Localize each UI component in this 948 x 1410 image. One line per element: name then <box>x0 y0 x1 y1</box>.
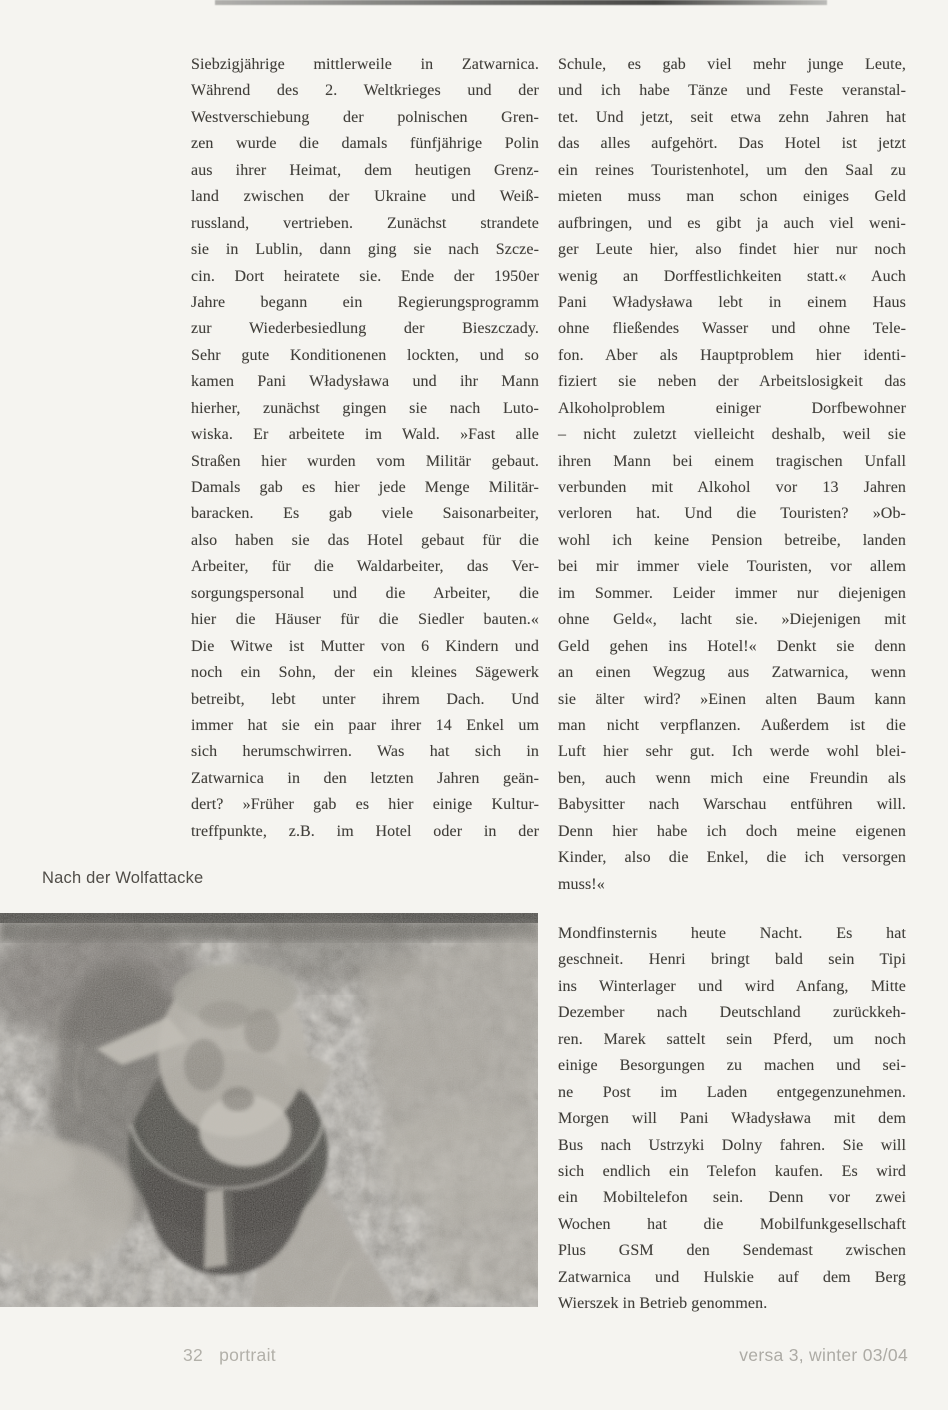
text-line: dert? »Früher gab es hier einige Kultur- <box>191 796 539 814</box>
text-line: mieten muss man schon einiges Geld <box>558 188 906 206</box>
text-line: land zwischen der Ukraine und Weiß- <box>191 188 539 206</box>
text-line: Bus nach Ustrzyki Dolny fahren. Sie will <box>558 1136 906 1154</box>
text-line: fon. Aber als Hauptproblem hier identi- <box>558 346 906 364</box>
text-line: ne Post im Laden entgegenzunehmen. <box>558 1083 906 1101</box>
text-line: Denn hier habe ich doch meine eigenen <box>558 822 906 840</box>
text-line: – nicht zuletzt vielleicht deshalb, weil sie <box>558 426 906 444</box>
text-line: aufbringen, und es gibt ja auch viel weni- <box>558 214 906 232</box>
text-line: Jahre begann ein Regierungsprogramm <box>191 293 539 311</box>
text-line: sorgungspersonal und die Arbeiter, die <box>191 584 539 602</box>
text-line: das alles aufgehört. Das Hotel ist jetzt <box>558 135 906 153</box>
text-line: tet. Und jetzt, seit etwa zehn Jahren hat <box>558 108 906 126</box>
photo-caption: Nach der Wolfattacke <box>42 869 204 887</box>
text-line: wiska. Er arbeitete im Wald. »Fast alle <box>191 426 539 444</box>
footer-left <box>183 1345 276 1366</box>
text-line: baracken. Es gab viele Saisonarbeiter, <box>191 505 539 523</box>
text-line: Alkoholproblem einiger Dorfbewohner <box>558 399 906 417</box>
text-line: im Sommer. Leider immer nur diejenigen <box>558 584 906 602</box>
text-line: Geld gehen ins Hotel!« Denkt sie denn <box>558 637 906 655</box>
text-line: Siebzigjährige mittlerweile in Zatwarnica. <box>191 56 539 73</box>
text-line: sich endlich ein Telefon kaufen. Es wird <box>558 1162 906 1180</box>
text-line: Pani Władysława lebt in einem Haus <box>558 293 906 311</box>
text-line: zen wurde die damals fünfjährige Polin <box>191 135 539 153</box>
text-line: bei mir immer viele Touristen, vor allem <box>558 558 906 576</box>
page-number: 32 <box>183 1345 204 1365</box>
text-line: treffpunkte, z.B. im Hotel oder in der <box>191 822 539 840</box>
text-line: Zatwarnica in den letzten Jahren geän- <box>191 769 539 787</box>
text-line: verbunden mit Alkohol vor 13 Jahren <box>558 479 906 496</box>
text-line: kamen Pani Władysława und ihr Mann <box>191 373 539 391</box>
text-line: Straßen hier wurden vom Militär gebaut. <box>191 452 539 470</box>
text-line: Wierszek in Betrieb genommen. <box>558 1295 768 1313</box>
text-line: Wochen hat die Mobilfunkgesellschaft <box>558 1215 906 1233</box>
text-line: immer hat sie ein paar ihrer 14 Enkel um <box>191 716 539 734</box>
text-line: an einen Wegzug aus Zatwarnica, wenn <box>558 664 906 682</box>
scan-artifact-line <box>215 0 827 5</box>
text-line: wenig an Dorffestlichkeiten statt.« Auch <box>558 267 906 285</box>
text-line: ins Winterlager und wird Anfang, Mitte <box>558 977 906 995</box>
text-line: Babysitter nach Warschau entführen will. <box>558 796 906 814</box>
text-line: ben, auch wenn mich eine Freundin als <box>558 769 906 787</box>
text-line: noch ein Sohn, der ein kleines Sägewerk <box>191 664 539 682</box>
text-line: verloren hat. Und die Touristen? »Ob- <box>558 505 906 523</box>
text-line: und ich habe Tänze und Feste veranstal- <box>558 82 906 100</box>
text-line: Die Witwe ist Mutter von 6 Kindern und <box>191 637 539 655</box>
paragraph <box>558 52 906 898</box>
text-line: ein Mobiltelefon sein. Denn vor zwei <box>558 1189 906 1207</box>
text-line: also haben sie das Hotel gebaut für die <box>191 531 539 549</box>
text-line: muss!« <box>558 875 605 893</box>
text-line: geschneit. Henri bringt bald sein Tipi <box>558 951 906 969</box>
text-line: Westverschiebung der polnischen Gren- <box>191 108 539 126</box>
text-line: sich herumschwirren. Was hat sich in <box>191 743 539 761</box>
text-line: ihren Mann bei einem tragischen Unfall <box>558 452 906 470</box>
text-line: Schule, es gab viel mehr junge Leute, <box>558 56 906 73</box>
text-column-left <box>191 52 539 845</box>
text-line: Sehr gute Konditionenen lockten, und so <box>191 346 539 364</box>
text-line: aus ihrer Heimat, dem heutigen Grenz- <box>191 161 539 179</box>
text-line: Luft hier sehr gut. Ich werde wohl blei- <box>558 743 906 761</box>
text-line: Damals gab es hier jede Menge Militär- <box>191 479 539 496</box>
text-line: cin. Dort heiratete sie. Ende der 1950er <box>191 267 539 285</box>
text-line: Zatwarnica und Hulskie auf dem Berg <box>558 1268 906 1286</box>
section-label: portrait <box>219 1345 276 1365</box>
text-line: Plus GSM den Sendemast zwischen <box>558 1242 906 1260</box>
text-line: man nicht verpflanzen. Außerdem ist die <box>558 716 906 734</box>
text-line: zur Wiederbesiedlung der Bieszczady. <box>191 320 539 338</box>
text-line: Dezember nach Deutschland zurückkeh- <box>558 1004 906 1022</box>
text-line: Arbeiter, für die Waldarbeiter, das Ver- <box>191 558 539 576</box>
text-column-right <box>558 52 906 1318</box>
text-line: Kinder, also die Enkel, die ich versorgen <box>558 849 906 867</box>
text-line: hierher, zunächst gingen sie nach Luto- <box>191 399 539 417</box>
paragraph <box>191 52 539 845</box>
text-line: einige Besorgungen zu machen und sei- <box>558 1057 906 1075</box>
text-line: ein reines Touristenhotel, um den Saal zu <box>558 161 906 179</box>
text-line: ger Leute hier, also findet hier nur noch <box>558 241 906 259</box>
paragraph <box>558 921 906 1318</box>
text-line: Morgen will Pani Władysława mit dem <box>558 1110 906 1128</box>
text-line: sie älter wird? »Einen alten Baum kann <box>558 690 906 708</box>
text-line: betreibt, lebt unter ihrem Dach. Und <box>191 690 539 708</box>
text-line: Während des 2. Weltkrieges und der <box>191 82 539 100</box>
text-line: ohne Geld«, lacht sie. »Diejenigen mit <box>558 611 906 629</box>
text-line: sie in Lublin, dann ging sie nach Szcze- <box>191 241 539 259</box>
text-line: fiziert sie neben der Arbeitslosigkeit das <box>558 373 906 391</box>
text-line: russland, vertrieben. Zunächst strandete <box>191 214 539 232</box>
text-line: Mondfinsternis heute Nacht. Es hat <box>558 925 906 942</box>
footer-issue: versa 3, winter 03/04 <box>739 1345 908 1365</box>
text-line: hier die Häuser für die Siedler bauten.« <box>191 611 539 629</box>
text-line: wohl ich keine Pension betreibe, landen <box>558 531 906 549</box>
text-line: ohne fließendes Wasser und ohne Tele- <box>558 320 906 338</box>
text-line: ren. Marek sattelt sein Pferd, um noch <box>558 1030 906 1048</box>
wolf-attack-photo <box>0 913 538 1307</box>
